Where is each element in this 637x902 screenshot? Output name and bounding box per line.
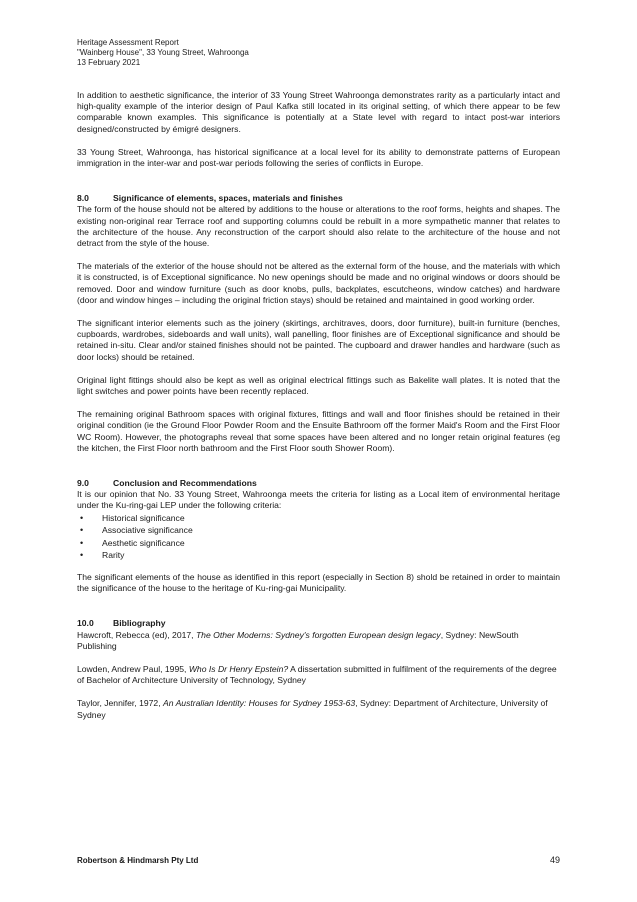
section-title: Significance of elements, spaces, materials and finishes [113, 193, 343, 204]
section-8-paragraph-2: The materials of the exterior of the house should not be altered as the external form of the house, and the materials with which it is constructed, is of Exceptional significance. No new openings should be made and no original windows or doors should be removed. Door and window furniture (such as door knobs, pulls, backplates, escutcheons, window catches) and hardware (door and window hinges – including the original friction stays) should be retained and maintained in good working order. [77, 261, 560, 305]
section-9-heading [77, 478, 560, 489]
header-report-title: Heritage Assessment Report [77, 38, 179, 47]
section-8-paragraph-3: The significant interior elements such as the joinery (skirtings, architraves, doors, door furniture), built-in furniture (benches, cupboards, wardrobes, sideboards and wall units), wall panelling, floor finishes are of Exceptional significance and should be retained in-situ. Clear and/or stained finishes should not be painted. The cupboard and drawer handles and hardware (such as door locks) should be retained. [77, 318, 560, 362]
section-8-paragraph-5: The remaining original Bathroom spaces with original fixtures, fittings and wall and floor finishes should be retained in their original condition (ie the Ground Floor Powder Room and the Ensuite Bathroom off the former Maid's Room and the First Floor WC Room). However, the photographs reveal that some spaces have been altered and no longer retain original features (eg the kitchen, the First Floor north bathroom and the First Floor south Shower Room). [77, 409, 560, 453]
bibliography-entry: Hawcroft, Rebecca (ed), 2017, The Other Moderns: Sydney's forgotten European design legacy, Sydney: NewSouth Publishing [77, 629, 519, 651]
section-9-paragraph-2: The significant elements of the house as identified in this report (especially in Section 8) shold be retained in order to maintain the significance of the house to the heritage of Ku-ring-gai Municipality. [77, 572, 560, 594]
section-8-paragraph-4: Original light fittings should also be kept as well as original electrical fittings such as Bakelite wall plates. It is noted that the light switches and power points have been recently replaced. [77, 374, 560, 397]
header-date: 13 February 2021 [77, 58, 141, 67]
section-8-heading [77, 193, 560, 204]
bibliography-entry: Taylor, Jennifer, 1972, An Australian Identity: Houses for Sydney 1953-63, Sydney: Department of Architecture, University of Sydney [77, 698, 548, 720]
section-10-heading [77, 618, 560, 629]
section-number: 10.0 [77, 618, 94, 629]
header-property: "Wainberg House", 33 Young Street, Wahroonga [77, 48, 249, 57]
list-item: • Associative significance [80, 525, 193, 536]
page-header [77, 38, 249, 68]
criteria-list [77, 512, 560, 562]
bullet-icon: • [80, 550, 84, 561]
bullet-icon: • [80, 512, 84, 523]
intro-paragraph-1: In addition to aesthetic significance, the interior of 33 Young Street Wahroonga demonstrates rarity as a particularly intact and high-quality example of the interior design of Paul Kafka still located in its original setting, of which there appear to be few comparable known examples. This significance is potentially at a State level with regard to intact post-war interiors designed/constructed by émigré designers. [77, 90, 560, 134]
section-title: Bibliography [113, 618, 166, 629]
page-number: 49 [549, 855, 560, 865]
section-number: 9.0 [77, 478, 89, 489]
intro-paragraph-2: 33 Young Street, Wahroonga, has historical significance at a local level for its ability to demonstrate patterns of European immigration in the inter-war and post-war periods following the series of conflicts in Europe. [77, 146, 560, 169]
document-body [77, 90, 560, 733]
list-item: • Historical significance [80, 512, 185, 523]
page-footer [77, 855, 560, 865]
bullet-icon: • [80, 525, 84, 536]
footer-company: Robertson & Hindmarsh Pty Ltd [77, 856, 199, 865]
section-number: 8.0 [77, 193, 89, 204]
bibliography-entry: Lowden, Andrew Paul, 1995, Who Is Dr Henry Epstein? A dissertation submitted in fulfilment of the requirements of the degree of Bachelor of Architecture University of Technology, Sydney [77, 664, 557, 686]
section-9-paragraph-1: It is our opinion that No. 33 Young Street, Wahroonga meets the criteria for listing as a Local item of environmental heritage under the Ku-ring-gai LEP under the following criteria: [77, 489, 560, 511]
list-item: • Rarity [80, 550, 125, 561]
section-title: Conclusion and Recommendations [113, 478, 257, 489]
section-8-paragraph-1: The form of the house should not be altered by additions to the house or alterations to the roof forms, heights and shapes. The existing non-original rear Terrace roof and supporting columns could be rebuilt in a more sympathetic manner that relates to the architecture of the house. Any reconstruction of the carport should also relate to the architecture of the house and not detract from the style of the house. [77, 204, 560, 249]
list-item: • Aesthetic significance [80, 537, 185, 548]
bullet-icon: • [80, 537, 84, 548]
